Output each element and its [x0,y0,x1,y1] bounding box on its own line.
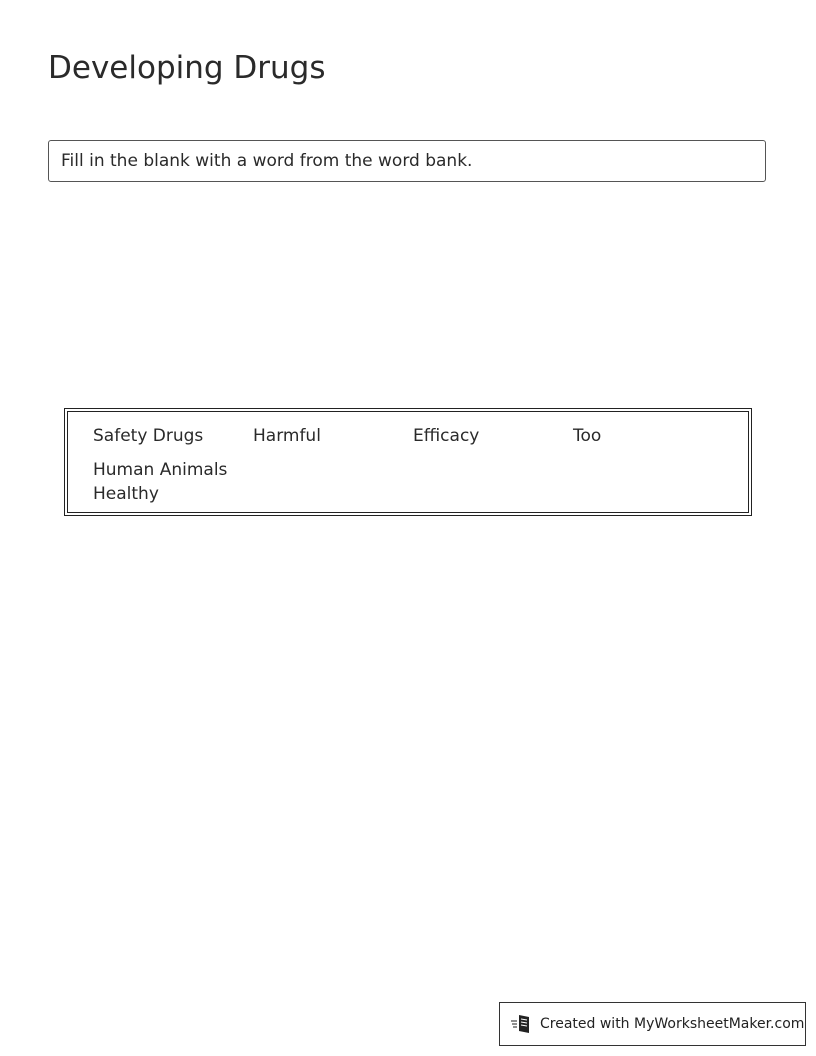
word-bank-row [93,424,733,448]
credit-text: Created with MyWorksheetMaker.com [540,1016,805,1032]
word-bank-item: Too [573,426,602,446]
word-bank-item: Human Animals [93,460,228,480]
instructions-box [48,140,766,182]
word-bank-row [93,482,253,506]
word-bank-item: Harmful [253,426,321,446]
word-bank-item: Healthy [93,484,159,504]
word-bank-item: Efficacy [413,426,480,446]
worksheet-maker-logo-icon [510,1012,534,1036]
word-bank-item: Safety Drugs [93,426,204,446]
instructions-text: Fill in the blank with a word from the word bank. [61,151,473,171]
page-title: Developing Drugs [48,50,326,86]
word-bank [64,408,752,516]
credit-link[interactable] [499,1002,806,1046]
word-bank-row [93,458,253,482]
